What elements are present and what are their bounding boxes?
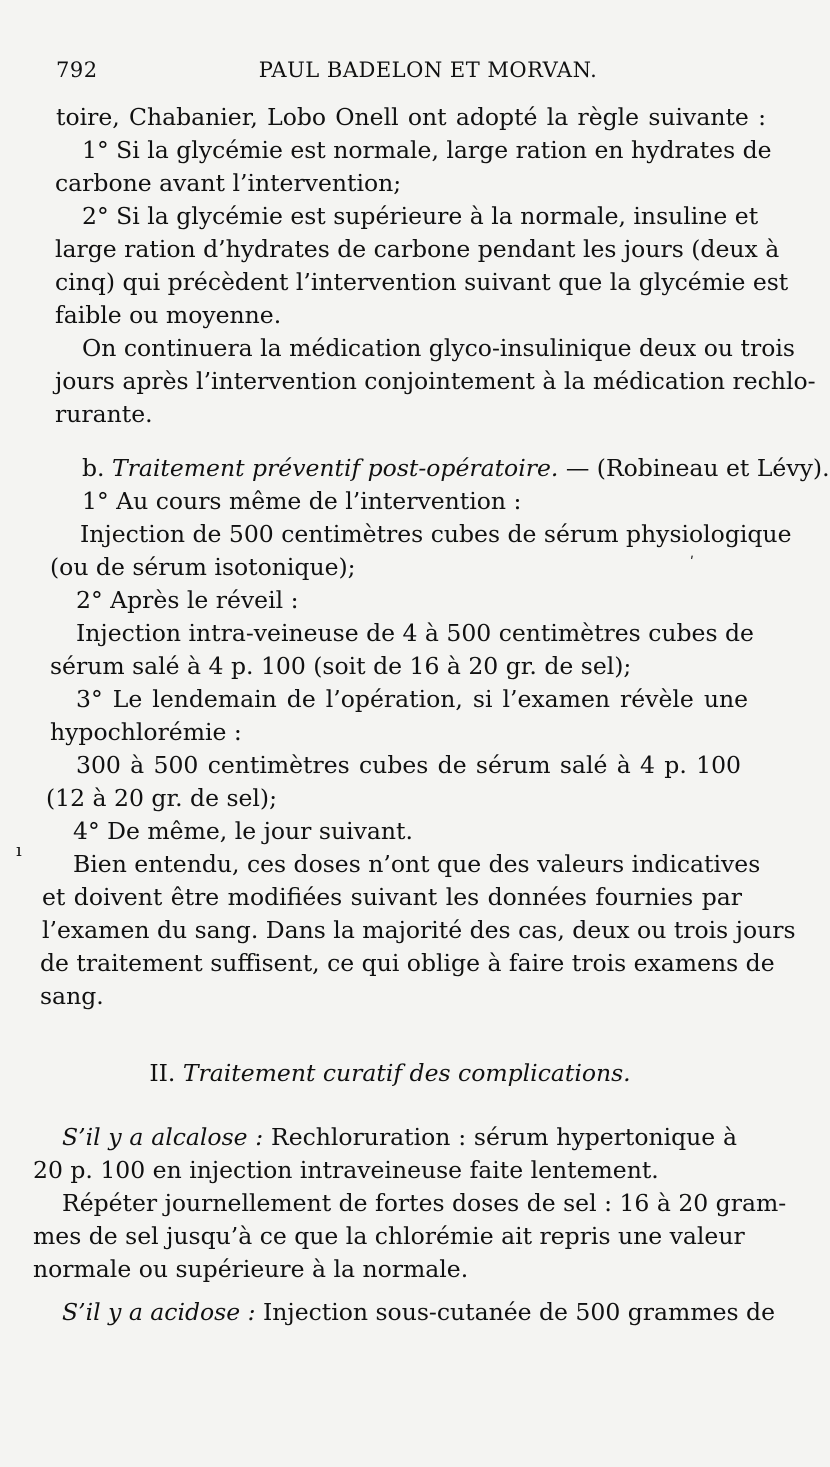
text-line: 2° Si la glycémie est supérieure à la normale, insuline et xyxy=(82,202,759,230)
text-line: de traitement suffisent, ce qui oblige à faire trois examens de xyxy=(40,949,775,977)
text-line: rurante. xyxy=(55,400,153,428)
text-line: 3° Le lendemain de l’opération, si l’examen révèle une xyxy=(76,685,748,713)
text-line: (ou de sérum isotonique); xyxy=(50,553,356,581)
page-number: 792 xyxy=(56,58,98,82)
text-line: jours après l’intervention conjointement à la médication rechlo- xyxy=(55,367,816,395)
section-heading xyxy=(82,453,830,483)
case-label: S’il y a alcalose : xyxy=(62,1123,264,1151)
text-line: On continuera la médication glyco-insulinique deux ou trois xyxy=(82,334,795,362)
running-title: PAUL BADELON ET MORVAN. xyxy=(258,58,598,82)
section-authors: — (Robineau et Lévy). xyxy=(558,454,830,482)
text-line: 2° Après le réveil : xyxy=(76,586,299,614)
case-label: S’il y a acidose : xyxy=(62,1298,256,1326)
text-line: 1° Si la glycémie est normale, large ration en hydrates de xyxy=(82,136,772,164)
text-line: et doivent être modifiées suivant les données fournies par xyxy=(42,883,742,911)
text-line: mes de sel jusqu’à ce que la chlorémie ait repris une valeur xyxy=(33,1222,745,1250)
text-line: cinq) qui précèdent l’intervention suivant que la glycémie est xyxy=(55,268,789,296)
text-line: toire, Chabanier, Lobo Onell ont adopté la règle suivante : xyxy=(56,103,766,131)
print-speck: ʹ xyxy=(690,555,694,571)
text-line: Répéter journellement de fortes doses de sel : 16 à 20 gram- xyxy=(62,1189,787,1217)
text-line: 4° De même, le jour suivant. xyxy=(73,817,413,845)
text-line: normale ou supérieure à la normale. xyxy=(33,1255,469,1283)
text-line: 1° Au cours même de l’intervention : xyxy=(82,487,522,515)
text-line: hypochlorémie : xyxy=(50,718,242,746)
text-line: large ration d’hydrates de carbone pendant les jours (deux à xyxy=(55,235,780,263)
text-line: sérum salé à 4 p. 100 (soit de 16 à 20 gr. de sel); xyxy=(50,652,632,680)
text-line: Injection de 500 centimètres cubes de sérum physiologique xyxy=(80,520,792,548)
page-header xyxy=(56,58,760,92)
text-line: faible ou moyenne. xyxy=(55,301,282,329)
section-title: Traitement préventif post-opératoire. xyxy=(111,454,559,482)
text-line: (12 à 20 gr. de sel); xyxy=(46,784,278,812)
text-line: sang. xyxy=(40,982,104,1010)
text-line: l’examen du sang. Dans la majorité des cas, deux ou trois jours xyxy=(42,916,796,944)
text-line: carbone avant l’intervention; xyxy=(55,169,402,197)
text-line: S’il y a acidose : Injection sous-cutanée de 500 grammes de xyxy=(62,1298,775,1326)
margin-mark: ı xyxy=(16,840,22,861)
section-heading xyxy=(40,1058,740,1088)
text-line: S’il y a alcalose : Rechloruration : sérum hypertonique à xyxy=(62,1123,737,1151)
section-letter: b. xyxy=(82,454,112,482)
text-line: 20 p. 100 en injection intraveineuse faite lentement. xyxy=(33,1156,659,1184)
text-line: Injection intra-veineuse de 4 à 500 centimètres cubes de xyxy=(76,619,754,647)
text-line: Bien entendu, ces doses n’ont que des valeurs indicatives xyxy=(73,850,761,878)
section-title: Traitement curatif des complications. xyxy=(182,1059,631,1087)
section-number: II. xyxy=(149,1059,183,1087)
text-line: 300 à 500 centimètres cubes de sérum salé à 4 p. 100 xyxy=(76,751,741,779)
